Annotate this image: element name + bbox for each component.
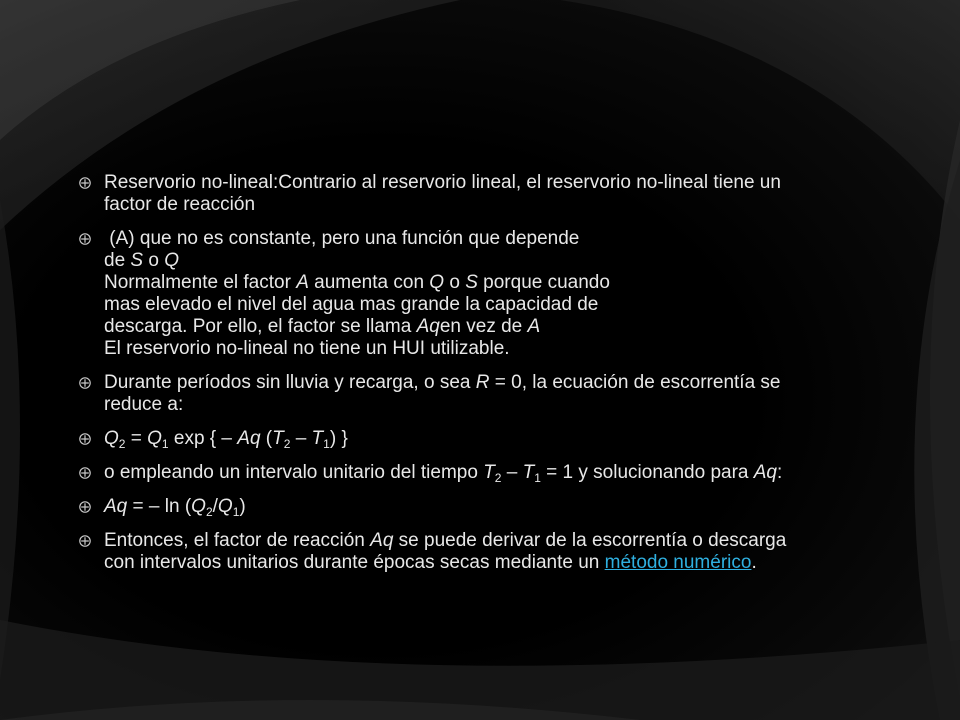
bullet-item-1	[78, 172, 798, 216]
bullet-1-text: Reservorio no-lineal:Contrario al reservorio lineal, el reservorio no-lineal tiene un factor de reacción	[104, 172, 781, 215]
subscript: 1	[232, 505, 240, 519]
text-fragment: porque cuando	[477, 272, 610, 293]
variable-aq: Aq	[104, 496, 128, 517]
subscript: 1	[534, 471, 541, 485]
variable-s: S	[130, 250, 144, 271]
variable-q: Q	[217, 496, 233, 517]
text-fragment: Normalmente el factor	[104, 272, 297, 293]
text-fragment: /	[212, 496, 218, 517]
text-fragment: –	[501, 462, 523, 483]
text-fragment: descarga. Por ello, el factor se llama	[104, 316, 417, 337]
variable-s: S	[465, 272, 478, 293]
text-fragment: = – ln (	[127, 496, 192, 517]
bullet-item-2	[78, 228, 798, 360]
bullet-2-line-3	[104, 272, 798, 294]
text-fragment: =	[125, 428, 148, 449]
variable-t: T	[483, 462, 495, 483]
text-fragment: aumenta con	[308, 272, 430, 293]
variable-t: T	[272, 428, 284, 449]
bullet-2-line-4: mas elevado el nivel del agua mas grande la capacidad de	[104, 294, 599, 315]
subscript: 1	[323, 437, 330, 451]
text-fragment: :	[777, 462, 783, 483]
variable-q: Q	[429, 272, 445, 293]
variable-t: T	[522, 462, 535, 483]
subscript: 2	[118, 437, 126, 451]
text-fragment: o	[444, 272, 466, 293]
bullet-item-3	[78, 372, 798, 416]
text-fragment: .	[751, 552, 757, 573]
variable-aq: Aq	[370, 530, 394, 551]
variable-a: A	[296, 272, 309, 293]
metodo-numerico-link[interactable]: método numérico	[604, 552, 752, 573]
circle-cross-bullet-icon	[78, 376, 92, 390]
text-fragment: o empleando un intervalo unitario del tiempo	[104, 462, 484, 483]
text-fragment: Durante períodos sin lluvia y recarga, o sea	[104, 372, 476, 393]
subscript: 1	[161, 437, 169, 451]
equation-2	[104, 496, 246, 517]
bullet-item-6	[78, 496, 798, 518]
variable-q: Q	[164, 250, 180, 271]
variable-a: A	[527, 316, 541, 337]
variable-q: Q	[191, 496, 206, 517]
bullet-list	[78, 172, 798, 586]
text-fragment: = 0, la ecuación de escorrentía se reduce a:	[104, 372, 781, 415]
text-fragment: ) }	[329, 428, 348, 449]
text-fragment: –	[290, 428, 312, 449]
text-fragment: = 1 y solucionando para	[540, 462, 754, 483]
subscript: 2	[283, 437, 291, 451]
bullet-item-4	[78, 428, 798, 450]
circle-cross-bullet-icon	[78, 500, 92, 514]
variable-q: Q	[104, 428, 119, 449]
text-fragment: )	[239, 496, 246, 517]
bullet-2-line-1: (A) que no es constante, pero una función que depende	[104, 228, 580, 249]
bullet-item-5	[78, 462, 798, 484]
equation-1	[104, 428, 348, 449]
circle-cross-bullet-icon	[78, 432, 92, 446]
bullet-2-line-2	[104, 250, 798, 272]
bullet-2-line-6: El reservorio no-lineal no tiene un HUI utilizable.	[104, 338, 510, 359]
variable-t: T	[311, 428, 324, 449]
variable-r: R	[475, 372, 490, 393]
text-fragment: (	[260, 428, 273, 449]
circle-cross-bullet-icon	[78, 232, 92, 246]
variable-aq: Aq	[416, 316, 440, 337]
bullet-2-line-5	[104, 316, 798, 338]
circle-cross-bullet-icon	[78, 466, 92, 480]
variable-q: Q	[147, 428, 162, 449]
circle-cross-bullet-icon	[78, 534, 92, 548]
subscript: 2	[205, 505, 213, 519]
circle-cross-bullet-icon	[78, 176, 92, 190]
text-fragment: se puede derivar de la escorrentía o descarga con intervalos unitarios durante épocas secas mediante un	[104, 530, 787, 573]
variable-aq: Aq	[237, 428, 261, 449]
text-fragment: en vez de	[439, 316, 528, 337]
bullet-item-7	[78, 530, 798, 574]
variable-aq: Aq	[753, 462, 777, 483]
subscript: 2	[494, 471, 502, 485]
text-fragment: Entonces, el factor de reacción	[104, 530, 371, 551]
text-fragment: exp { –	[168, 428, 238, 449]
text-fragment: o	[143, 250, 165, 271]
text-fragment: de	[104, 250, 131, 271]
